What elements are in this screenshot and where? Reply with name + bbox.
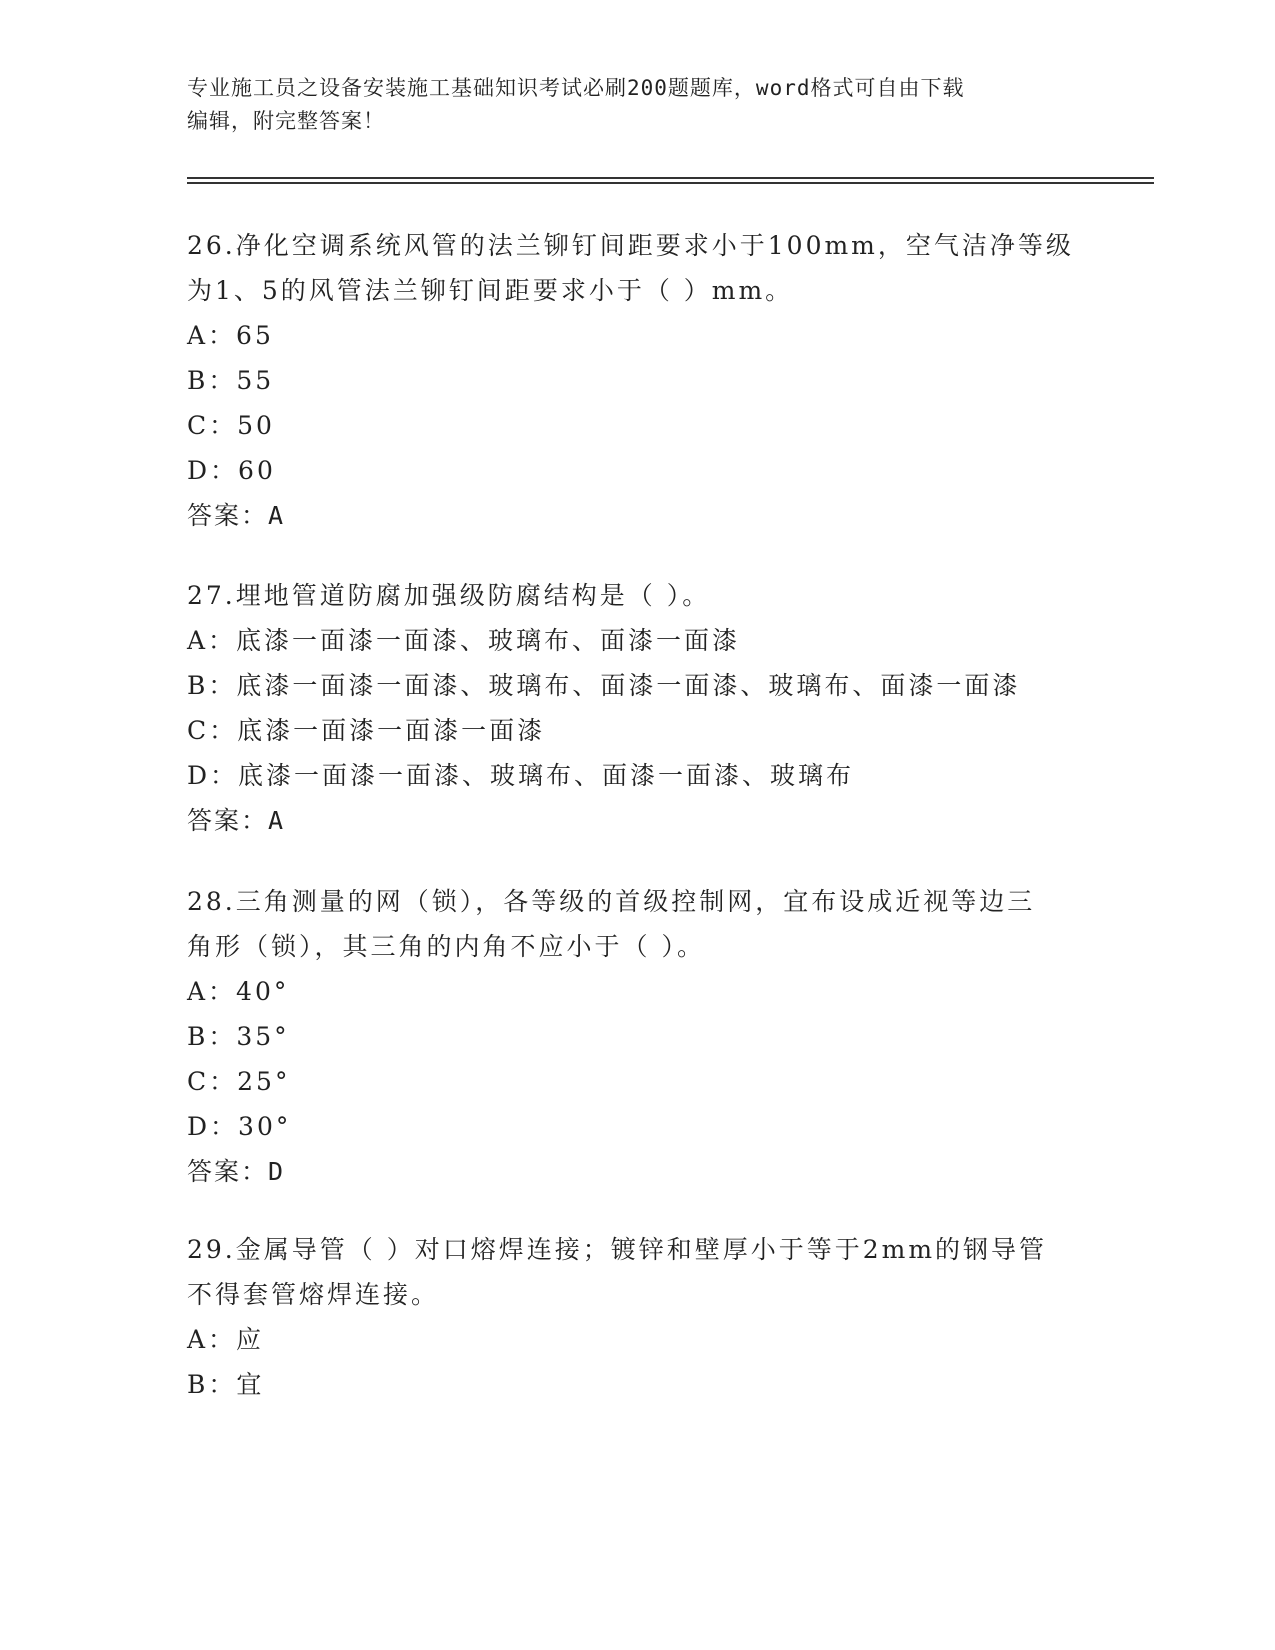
answer: 答案：A [187, 501, 286, 530]
answer: 答案：A [187, 806, 286, 835]
answer: 答案：D [187, 1157, 286, 1186]
option-c: C：底漆一面漆一面漆一面漆 [187, 716, 546, 745]
option-c: C：50 [187, 411, 275, 440]
option-a: A：应 [187, 1325, 265, 1354]
document-header [187, 72, 1087, 138]
option-b: B：宜 [187, 1370, 265, 1399]
option-d: D：30° [187, 1112, 292, 1141]
option-a: A：底漆一面漆一面漆、玻璃布、面漆一面漆 [187, 626, 741, 655]
option-b: B：55 [187, 366, 275, 395]
question-stem-continued: 为1、5的风管法兰铆钉间距要求小于（ ）mm。 [187, 276, 794, 305]
header-title-line1: 专业施工员之设备安装施工基础知识考试必刷200题题库，word格式可自由下载 [187, 76, 965, 100]
header-divider-top [187, 177, 1154, 179]
option-d: D：底漆一面漆一面漆、玻璃布、面漆一面漆、玻璃布 [187, 761, 855, 790]
option-b: B：底漆一面漆一面漆、玻璃布、面漆一面漆、玻璃布、面漆一面漆 [187, 671, 1021, 700]
question-stem: 28.三角测量的网（锁），各等级的首级控制网，宜布设成近视等边三 [187, 887, 1036, 916]
question-stem-continued: 角形（锁），其三角的内角不应小于（ ）。 [187, 932, 705, 961]
option-a: A：65 [187, 321, 274, 350]
header-divider-bottom [187, 182, 1154, 184]
question-stem: 27.埋地管道防腐加强级防腐结构是（ ）。 [187, 581, 711, 610]
question-stem-continued: 不得套管熔焊连接。 [187, 1280, 440, 1309]
option-c: C：25° [187, 1067, 291, 1096]
question-stem: 26.净化空调系统风管的法兰铆钉间距要求小于100mm，空气洁净等级 [187, 231, 1074, 260]
question-28 [187, 879, 1087, 1194]
question-26 [187, 223, 1087, 538]
question-29 [187, 1227, 1087, 1407]
option-a: A：40° [187, 977, 290, 1006]
header-title-line2: 编辑，附完整答案！ [187, 109, 385, 133]
question-27 [187, 573, 1087, 843]
option-d: D：60 [187, 456, 276, 485]
option-b: B：35° [187, 1022, 290, 1051]
question-stem: 29.金属导管（ ）对口熔焊连接；镀锌和壁厚小于等于2mm的钢导管 [187, 1235, 1048, 1264]
